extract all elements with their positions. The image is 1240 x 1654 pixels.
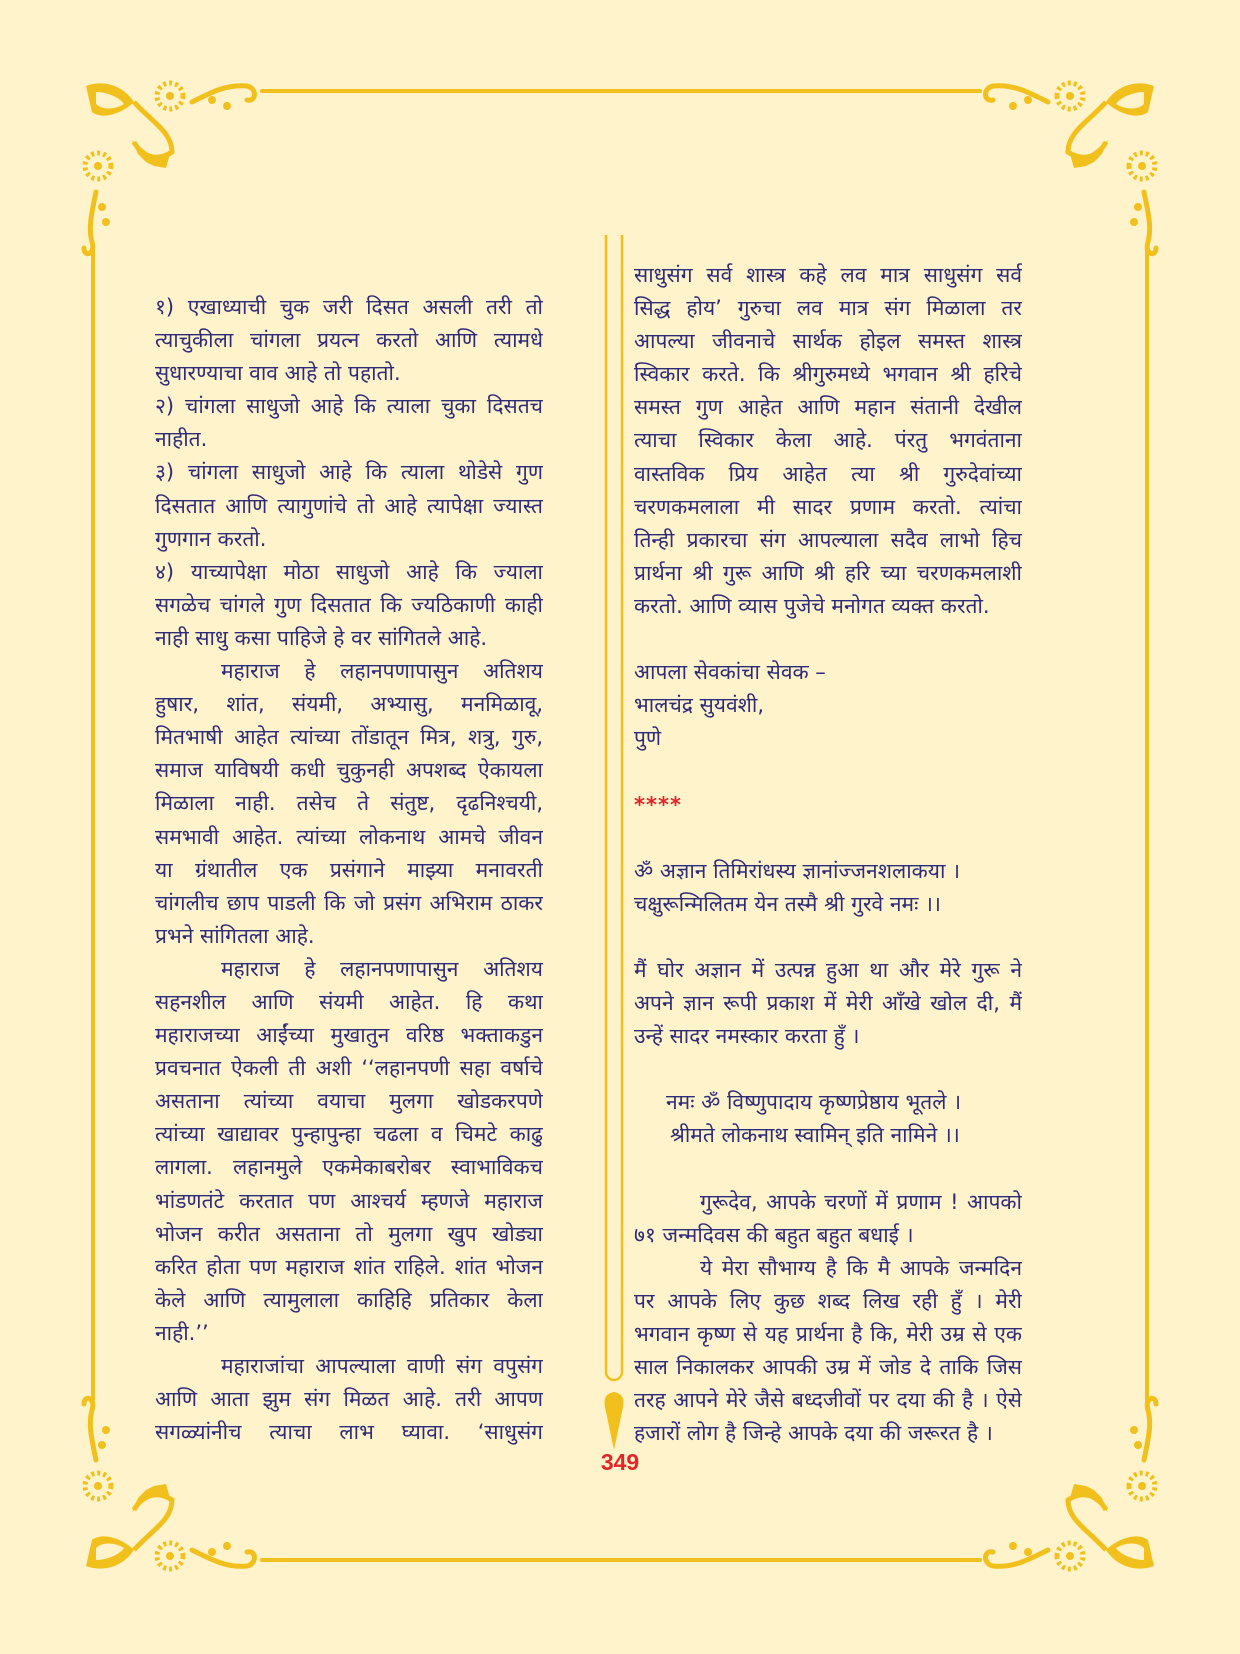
paragraph-line: ये मेरा सौभाग्य है कि मै आपके जन्मदिन xyxy=(700,1255,1022,1280)
paragraph-line: महाराज हे लहानपणापासुन अतिशय xyxy=(221,956,543,981)
paragraph-line: महाराजच्या आईंच्या मुखातुन वरिष्ठ भक्ताकडुन xyxy=(155,1023,543,1048)
signature-line: आपला सेवकांचा सेवक – xyxy=(634,660,826,685)
paragraph-line: चरणकमलाला मी सादर प्रणाम करतो. त्यांचा xyxy=(634,494,1022,519)
paragraph-line: सगळेच चांगले गुण दिसतात कि ज्यठिकाणी काही xyxy=(155,592,543,617)
paragraph-line: भांडणतंटे करतात पण आश्चर्य म्हणजे महाराज xyxy=(155,1188,543,1213)
paragraph-line: साल निकालकर आपकी उम्र में जोड दे ताकि जिस xyxy=(634,1355,1022,1380)
paragraph-line: करित होता पण महाराज शांत राहिले. शांत भोजन xyxy=(155,1254,543,1279)
paragraph-line: तरह आपने मेरे जैसे बध्दजीवों पर दया की है । ऐसे xyxy=(634,1388,1022,1413)
paragraph-line: १) एखाध्याची चुक जरी दिसत असली तरी तो xyxy=(155,295,543,319)
paragraph-line: त्याचुकीला चांगला प्रयत्न करतो आणि त्यामधे xyxy=(155,328,543,353)
paragraph-line: समभावी आहेत. त्यांच्या लोकनाथ आमचे जीवन xyxy=(155,824,543,849)
paragraph-line: तिन्ही प्रकारचा संग आपल्याला सदैव लाभो हिच xyxy=(634,527,1022,552)
paragraph-line: केले आणि त्यामुलाला काहिहि प्रतिकार केला xyxy=(155,1287,543,1312)
paragraph-line: सगळ्यांनीच त्याचा लाभ घ्यावा. ‘साधुसंग xyxy=(155,1420,543,1445)
paragraph-line: नाही साधु कसा पाहिजे हे वर सांगितले आहे. xyxy=(155,625,488,650)
paragraph-line: महाराज हे लहानपणापासुन अतिशय xyxy=(221,659,543,684)
paragraph-line: आणि आता झुम संग मिळत आहे. तरी आपण xyxy=(155,1387,543,1412)
corner-ornament-top-right xyxy=(986,83,1157,254)
paragraph-line: गुणगान करतो. xyxy=(155,526,267,551)
paragraph-line: त्याचा स्विकार केला आहे. पंरतु भगवंताना xyxy=(634,428,1022,453)
paragraph-line: २) चांगला साधुजो आहे कि त्याला चुका दिसतच xyxy=(155,394,543,419)
blank-line xyxy=(634,623,1022,656)
paragraph-line: सिद्ध होय’ गुरुचा लव मात्र संग मिळाला तर xyxy=(634,296,1022,321)
paragraph-line: त्यांच्या खाद्यावर पुन्हापुन्हा चढला व चिमटे काढु xyxy=(155,1122,543,1147)
paragraph-line: असताना त्यांच्या वयाचा मुलगा खोडकरपणे xyxy=(155,1089,543,1114)
shloka-line: नमः ॐ विष्णुपादाय कृष्णप्रेष्ठाय भूतले । xyxy=(666,1090,962,1115)
paragraph-line: या ग्रंथातील एक प्रसंगाने माझ्या मनावरती xyxy=(155,857,543,882)
paragraph-line: गुरूदेव, आपके चरणों में प्रणाम ! आपको xyxy=(700,1189,1022,1214)
right-column xyxy=(634,259,1022,1450)
column-divider xyxy=(606,235,622,1380)
paragraph-line: प्रवचनात ऐकली ती अशी ‘‘लहानपणी सहा वर्षाचे xyxy=(155,1056,543,1081)
paragraph-line: प्रार्थना श्री गुरू आणि श्री हरि च्या चरणकमलाशी xyxy=(634,560,1022,585)
paragraph-line: वास्तविक प्रिय आहेत त्या श्री गुरुदेवांच्या xyxy=(634,461,1022,486)
corner-ornament-top-left xyxy=(84,83,255,254)
paragraph-line: अपने ज्ञान रूपी प्रकाश में मेरी आँखे खोल दी, मैं xyxy=(634,991,1022,1016)
paragraph-line: भोजन करीत असताना तो मुलगा खुप खोड्या xyxy=(155,1221,543,1246)
page-number: 349 xyxy=(600,1449,640,1475)
paragraph-line: नाहीत. xyxy=(155,427,208,452)
paragraph-line: सुधारण्याचा वाव आहे तो पहातो. xyxy=(155,361,401,386)
paragraph-line: हजारों लोग है जिन्हे आपके दया की जरूरत है । xyxy=(634,1421,993,1446)
paragraph-line: मिळाला नाही. तसेच ते संतुष्ट, दृढनिश्चयी, xyxy=(155,791,543,816)
paragraph-line: भगवान कृष्ण से यह प्रार्थना है कि, मेरी उम्र से एक xyxy=(634,1322,1022,1346)
blank-line xyxy=(634,1153,1022,1186)
paragraph-line: महाराजांचा आपल्याला वाणी संग वपुसंग xyxy=(221,1354,543,1378)
paragraph-line: मितभाषी आहेत त्यांच्या तोंडातून मित्र, शत्रु, गुरु, xyxy=(155,725,543,750)
left-column xyxy=(155,291,543,1449)
paragraph-line: समस्त गुण आहेत आणि महान संतानी देखील xyxy=(634,395,1022,420)
divider-pendant xyxy=(604,1392,623,1450)
paragraph-line: समाज याविषयी कधी चुकुनही अपशब्द ऐकायला xyxy=(155,758,543,783)
signature-line: भालचंद्र सुयवंशी, xyxy=(634,693,765,718)
paragraph-line: ७१ जन्मदिवस की बहुत बहुत बधाई । xyxy=(634,1222,914,1247)
paragraph-line: साधुसंग सर्व शास्त्र कहे लव मात्र साधुसंग सर्व xyxy=(634,263,1022,287)
separator-stars: **** xyxy=(634,792,682,817)
paragraph-line: पर आपके लिए कुछ शब्द लिख रही हुँ । मेरी xyxy=(634,1288,1022,1313)
blank-line xyxy=(634,822,1022,855)
paragraph-line: ४) याच्यापेक्षा मोठा साधुजो आहे कि ज्याला xyxy=(155,559,543,584)
paragraph-line: सहनशील आणि संयमी आहेत. हि कथा xyxy=(155,989,543,1014)
paragraph-line: आपल्या जीवनाचे सार्थक होइल समस्त शास्त्र xyxy=(634,329,1022,354)
signature-line: पुणे xyxy=(634,726,662,751)
paragraph-line: दिसतात आणि त्यागुणांचे तो आहे त्यापेक्षा ज्यास्त xyxy=(155,493,543,518)
paragraph-line: मैं घोर अज्ञान में उत्पन्न हुआ था और मेरे गुरू ने xyxy=(634,957,1022,982)
paragraph-line: हुषार, शांत, संयमी, अभ्यासु, मनमिळावू, xyxy=(155,692,543,717)
shloka-line: श्रीमते लोकनाथ स्वामिन् इति नामिने ।। xyxy=(670,1123,960,1148)
paragraph-line: लागला. लहानमुले एकमेकाबरोबर स्वाभाविकच xyxy=(155,1155,543,1180)
paragraph-line: नाही.’’ xyxy=(155,1320,209,1345)
blank-line xyxy=(634,755,1022,788)
blank-line xyxy=(634,1053,1022,1086)
blank-line xyxy=(634,921,1022,954)
paragraph-line: उन्हें सादर नमस्कार करता हुँ । xyxy=(634,1024,860,1049)
paragraph-line: प्रभने सांगितला आहे. xyxy=(155,923,315,948)
paragraph-line: स्विकार करते. कि श्रीगुरुमध्ये भगवान श्री हरिचे xyxy=(634,362,1022,387)
paragraph-line: करतो. आणि व्यास पुजेचे मनोगत व्यक्त करतो. xyxy=(634,593,990,618)
shloka-line: ॐ अज्ञान तिमिरांधस्य ज्ञानांज्जनशलाकया । xyxy=(634,858,961,883)
paragraph-line: चांगलीच छाप पाडली कि जो प्रसंग अभिराम ठाकर xyxy=(155,890,543,915)
paragraph-line: ३) चांगला साधुजो आहे कि त्याला थोडेसे गुण xyxy=(155,460,543,485)
shloka-line: चक्षुरून्मिलितम येन तस्मै श्री गुरवे नमः ।। xyxy=(634,891,941,916)
